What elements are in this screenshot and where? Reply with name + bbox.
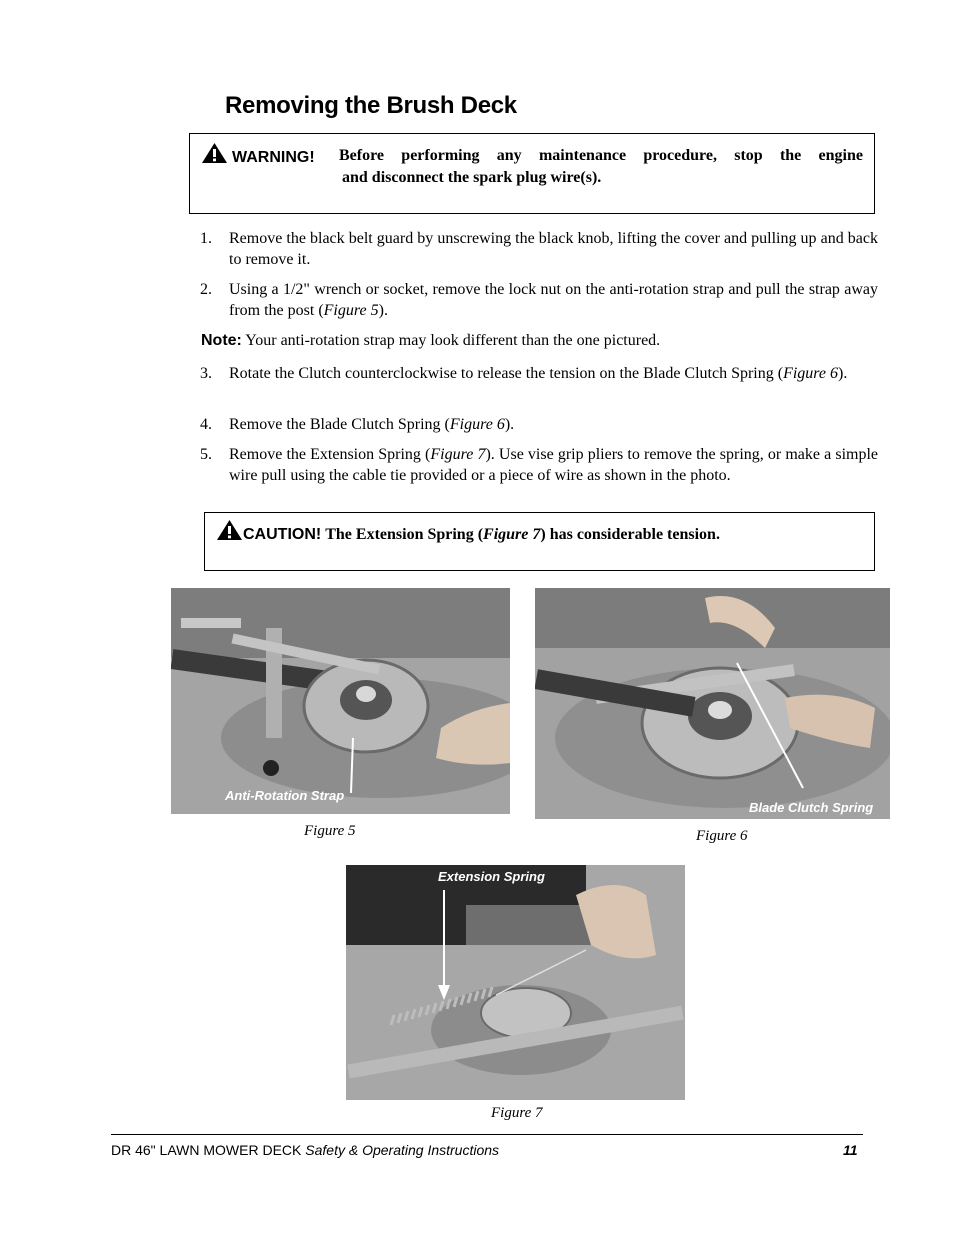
- caution-text: The Extension Spring (Figure 7) has considerable tension.: [325, 526, 720, 543]
- extension-spring-illustration: [346, 865, 685, 1100]
- caution-triangle-icon: [216, 519, 243, 541]
- figure-reference: Figure 6: [783, 365, 839, 382]
- warning-label: WARNING!: [232, 149, 315, 166]
- warning-triangle-icon: [201, 142, 228, 164]
- warning-text-line2: and disconnect the spark plug wire(s).: [342, 169, 602, 186]
- figure-5-caption: Figure 5: [304, 823, 356, 839]
- figure-6-caption: Figure 6: [696, 828, 748, 844]
- figure-7-photo: [346, 865, 685, 1100]
- figure-6-label: Blade Clutch Spring: [749, 800, 874, 815]
- warning-box: [189, 133, 875, 214]
- figure-reference: Figure 5: [323, 302, 379, 319]
- figure-reference: Figure 7: [430, 446, 486, 463]
- step-text: Remove the black belt guard by unscrewing the black knob, lifting the cover and pulling up and back to remove it.: [229, 230, 878, 268]
- note: [201, 330, 660, 351]
- figure-5-photo: [171, 588, 510, 814]
- page-number: 11: [843, 1142, 858, 1158]
- mower-deck-illustration: [171, 588, 510, 814]
- step-number: 2.: [200, 281, 212, 298]
- figure-reference: Figure 6: [449, 416, 505, 433]
- note-text: Your anti-rotation strap may look different than the one pictured.: [245, 332, 661, 349]
- figure-5-label: Anti-Rotation Strap: [225, 788, 345, 803]
- step-number: 4.: [200, 416, 212, 433]
- step-number: 3.: [200, 365, 212, 382]
- step-text: Rotate the Clutch counterclockwise to release the tension on the Blade Clutch Spring (Figure 6).: [229, 365, 848, 382]
- figure-6-photo: [535, 588, 890, 819]
- footer-text: DR 46" LAWN MOWER DECK Safety & Operating Instructions: [111, 1142, 500, 1158]
- footer-subtitle: Safety & Operating Instructions: [305, 1142, 500, 1158]
- blade-clutch-illustration: [535, 588, 890, 819]
- figure-7-caption: Figure 7: [491, 1105, 543, 1121]
- step-text: Remove the Blade Clutch Spring (Figure 6).: [229, 416, 515, 433]
- figure-7-label: Extension Spring: [438, 869, 545, 884]
- caution-row: [216, 519, 720, 544]
- footer-rule: [111, 1134, 863, 1135]
- caution-label: CAUTION!: [243, 526, 322, 543]
- figure-reference: Figure 7: [483, 526, 541, 543]
- warning-text-line1: Before performing any maintenance procedure, stop the engine: [339, 147, 863, 164]
- caution-box: [204, 512, 875, 571]
- step-number: 5.: [200, 446, 212, 463]
- warning-row: [201, 142, 315, 167]
- step-text: Using a 1/2" wrench or socket, remove the lock nut on the anti-rotation strap and pull the strap away from the post (Figure 5).: [229, 281, 878, 319]
- step-text: Remove the Extension Spring (Figure 7). Use vise grip pliers to remove the spring, or make a simple wire pull using the cable tie provided or a piece of wire as shown in the photo.: [229, 446, 879, 484]
- note-label: Note:: [201, 332, 242, 349]
- page-title: Removing the Brush Deck: [225, 92, 517, 119]
- step-number: 1.: [200, 230, 212, 247]
